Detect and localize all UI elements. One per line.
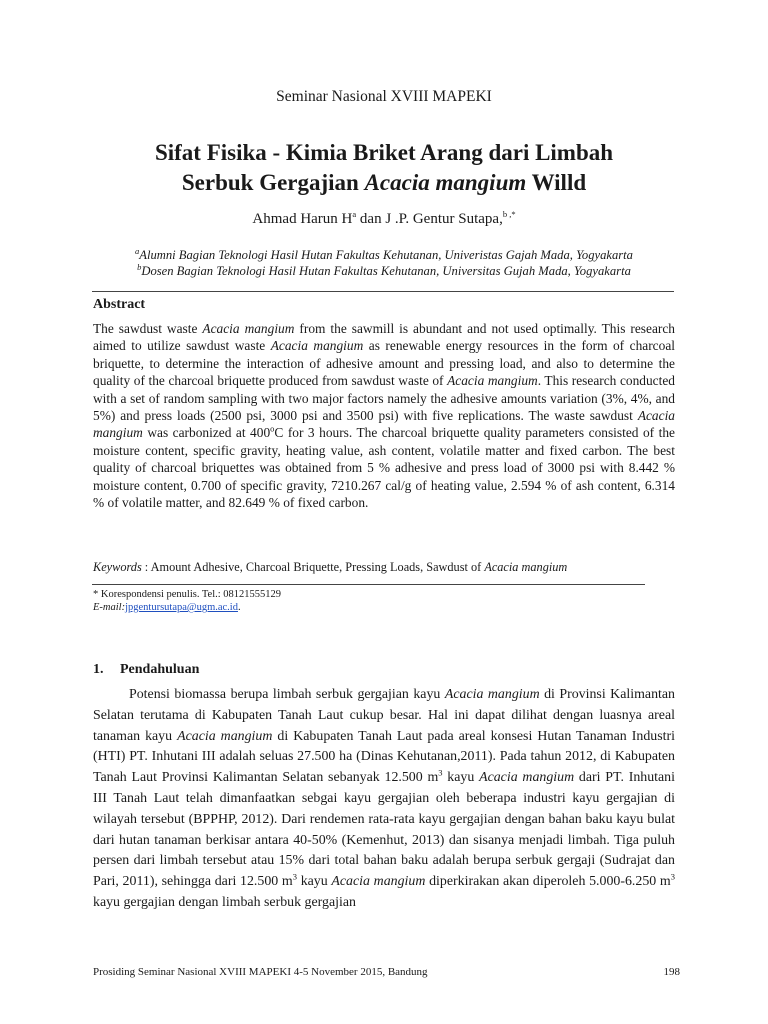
title-species: Acacia mangium — [364, 170, 527, 195]
divider-footnote — [92, 584, 645, 585]
affiliation-a — [0, 245, 768, 263]
cubic-mark-3: 3 — [670, 871, 675, 882]
author-2: dan J .P. Gentur Sutapa, — [356, 211, 503, 227]
intro-seg-2: di Provinsi Kalimantan Selatan terutama di Kabupaten Tanah Laut cukup besar. Hal ini dapat dilihat dengan luasnya areal tanaman kayu — [93, 687, 675, 744]
footnote-correspondence: * Korespondensi penulis. Tel.: 08121555129 — [93, 589, 282, 600]
abstract-seg-1: The sawdust waste — [93, 321, 203, 336]
intro-species-4: Acacia mangium — [331, 874, 426, 890]
abstract-seg-3: as renewable energy resources in the form of charcoal briquette, to determine the interaction of adhesive amount and pressing load, and also to determine the quality of the charcoal briquette produced from sawdust waste of — [93, 338, 675, 389]
abstract-seg-6: C for 3 hours. The charcoal briquette quality parameters consisted of the moisture content, specific gravity, heating value, ash content, volatile matter and fixed carbon. The best quality of charcoal briquettes was obtained from 5 % adhesive and press load of 3000 psi with 8.442 % moisture content, 0.700 of specific gravity, 7210.267 cal/g of heating value, 2.594 % of ash content, 6.314 % of volatile matter, and 82.649 % of fixed carbon. — [93, 425, 675, 511]
affiliation-a-text: Alumni Bagian Teknologi Hasil Hutan Fakultas Kehutanan, Univeristas Gajah Mada, Yogyakarta — [139, 248, 633, 262]
page-number: 198 — [663, 966, 680, 978]
intro-seg-1: Potensi biomassa berupa limbah serbuk gergajian kayu — [129, 687, 445, 702]
abstract-heading: Abstract — [93, 297, 146, 312]
introduction-paragraph — [93, 685, 675, 914]
keywords-species: Acacia mangium — [484, 560, 568, 574]
intro-seg-5: dari PT. Inhutani III Tanah Laut telah dimanfaatkan sebgai kayu gergajian oleh beberapa industri kayu gergajian di wilayah tersebut (BPPHP, 2012). Dari rendemen rata-rata kayu gergajian dengan bahan baku kayu bulat dari hutan tanaman berkisar antara 40-50% (Kemenhut, 2013) dan sisanya menjadi limbah. Tiga puluh persen dari limbah tersebut atau 15% dari total bahan baku adalah berupa serbuk gergaji (Sudrajat dan Pari, 2011), sehingga dari 12.500 m — [93, 770, 675, 890]
conference-header: Seminar Nasional XVIII MAPEKI — [276, 88, 492, 105]
cubic-mark-2: 3 — [292, 871, 297, 882]
keywords-text: : Amount Adhesive, Charcoal Briquette, Pressing Loads, Sawdust of — [141, 560, 485, 574]
footnote-email-label: E-mail: — [93, 602, 126, 613]
footer-proceedings: Prosiding Seminar Nasional XVIII MAPEKI 4-5 November 2015, Bandung — [93, 966, 428, 978]
title-line-2 — [0, 168, 768, 198]
abstract-seg-4: . This research conducted with a set of random sampling with two major factors namely the adhesive amounts variation (3%, 4%, and 5%) and press loads (2500 psi, 3000 psi and 3500 psi) with five replications. The waste sawdust — [93, 373, 675, 424]
intro-seg-7: diperkirakan akan diperoleh 5.000-6.250 m — [425, 874, 671, 890]
footnote-email — [93, 602, 241, 613]
paper-title — [0, 138, 768, 198]
abstract-species-3: Acacia mangium — [447, 373, 538, 389]
section-heading — [93, 662, 199, 678]
intro-species-1: Acacia mangium — [444, 687, 540, 702]
intro-seg-6: kayu — [296, 874, 332, 890]
author-1-affiliation-mark: a — [352, 209, 357, 219]
affiliation-b-mark: b — [137, 261, 142, 272]
intro-species-2: Acacia mangium — [177, 728, 273, 744]
affiliation-b — [0, 261, 768, 279]
footnote-email-end: . — [237, 602, 241, 613]
title-line-2-suffix: Willd — [526, 170, 587, 195]
cubic-mark-1: 3 — [438, 767, 443, 778]
author-line — [0, 211, 768, 228]
abstract-seg-2: from the sawmill is abundant and not used optimally. This research aimed to utilize sawdust waste — [93, 321, 675, 354]
abstract-species-2: Acacia mangium — [270, 338, 364, 354]
affiliation-b-text: Dosen Bagian Teknologi Hasil Hutan Fakultas Kehutanan, Universitas Gujah Mada, Yogyakarta — [141, 264, 631, 278]
section-number: 1. — [93, 662, 104, 677]
intro-species-3: Acacia mangium — [479, 770, 575, 786]
divider-top — [92, 291, 674, 292]
abstract-seg-5: was carbonized at 400 — [142, 425, 271, 441]
keywords-label: Keywords — [93, 560, 142, 574]
intro-seg-3: di Kabupaten Tanah Laut pada areal konsesi Hutan Tanaman Industri (HTI) PT. Inhutani III adalah seluas 27.500 ha (Dinas Kehutanan,2011). Pada tahun 2012, di Kabupaten Tanah Laut Provinsi Kalimantan Selatan sebanyak 12.500 m — [93, 728, 675, 786]
page-footer — [93, 966, 680, 978]
abstract-species-1: Acacia mangium — [202, 321, 295, 336]
author-1: Ahmad Harun H — [252, 211, 353, 227]
intro-seg-8: kayu gergajian dengan limbah serbuk gergajian — [93, 894, 356, 910]
abstract-text — [93, 320, 675, 511]
degree-mark: o — [270, 423, 275, 434]
section-title: Pendahuluan — [120, 662, 200, 677]
intro-seg-4: kayu — [442, 770, 480, 786]
keywords — [93, 560, 567, 575]
email-link[interactable]: jpgentursutapa@ugm.ac.id — [125, 602, 238, 613]
title-line-2-prefix: Serbuk Gergajian — [181, 170, 365, 195]
title-line-1: Sifat Fisika - Kimia Briket Arang dari Limbah — [154, 140, 614, 165]
author-2-affiliation-mark: b ,* — [502, 209, 516, 219]
affiliation-a-mark: a — [135, 245, 140, 256]
abstract-species-4: Acacia mangium — [93, 408, 675, 441]
